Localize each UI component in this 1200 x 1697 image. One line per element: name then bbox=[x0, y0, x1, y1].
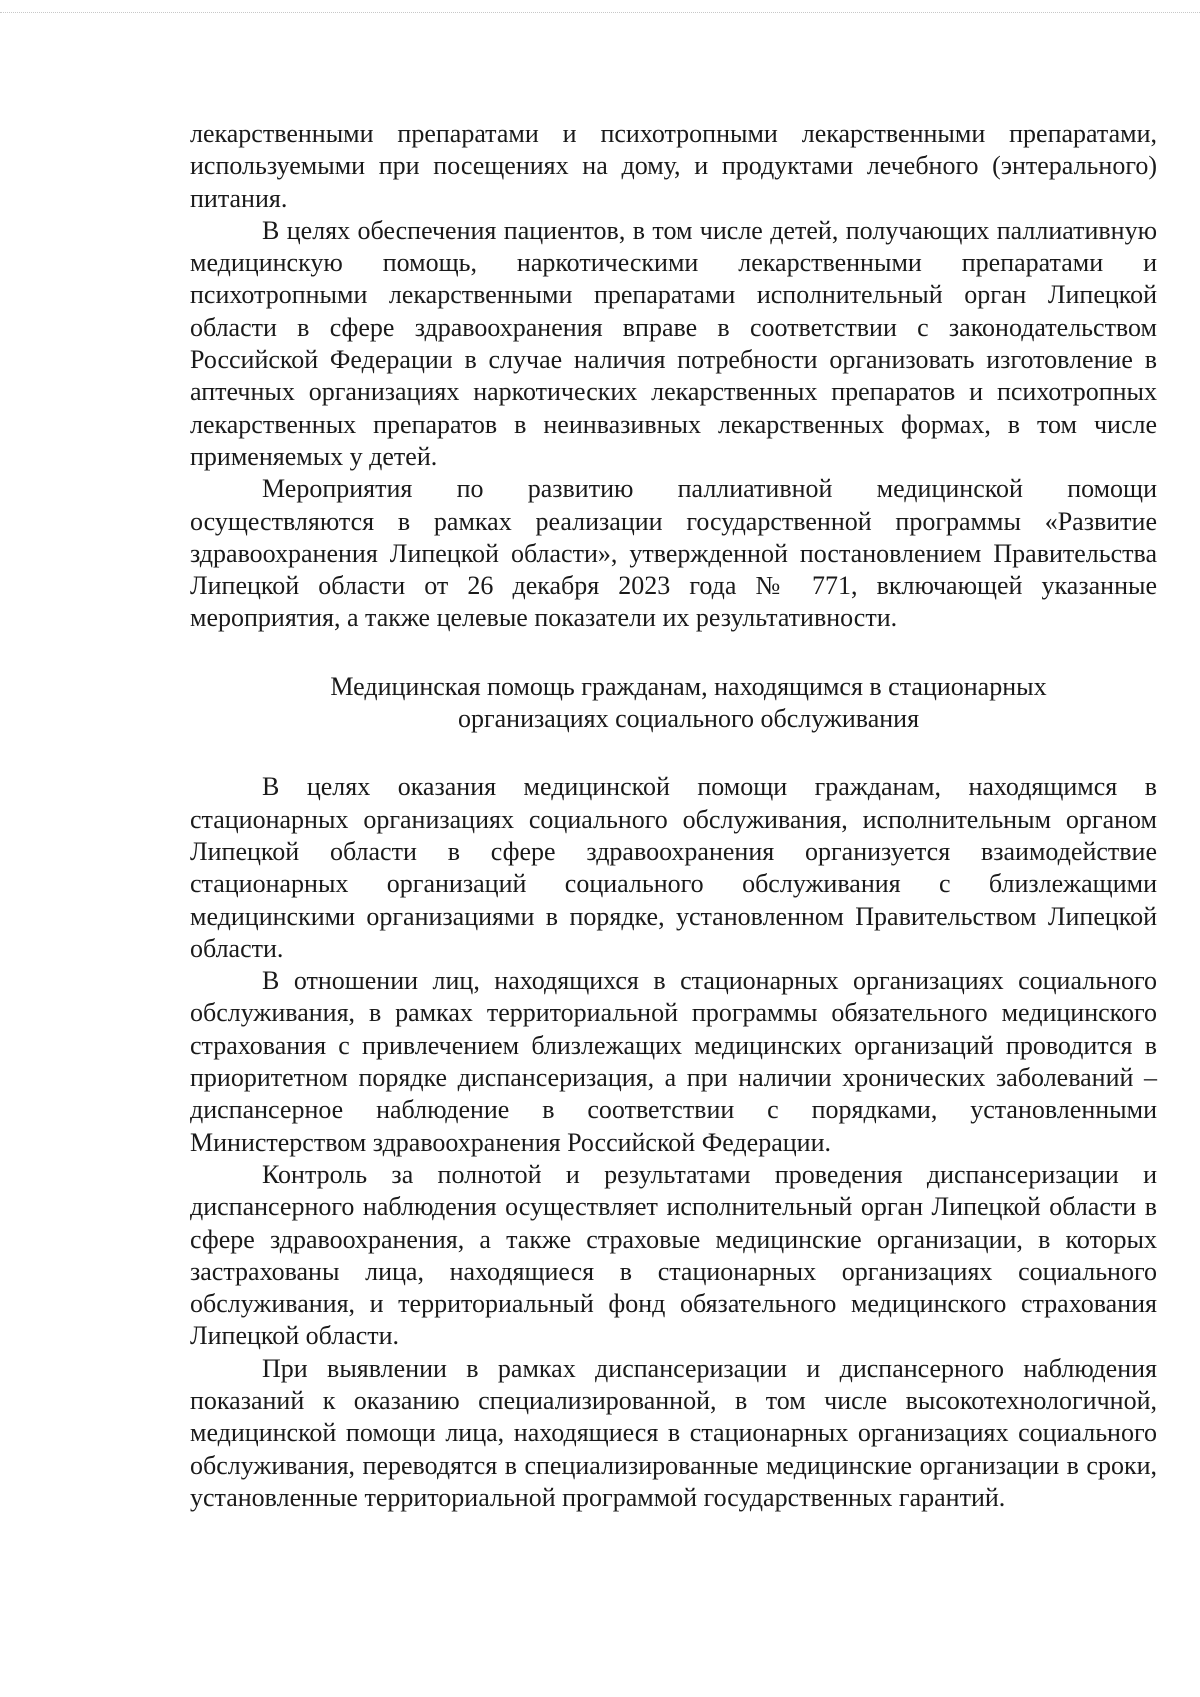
paragraph-specialized-care: При выявлении в рамках диспансеризации и диспансерного наблюдения показаний к оказанию специализированной, в том числе высокотехнологичной, медицинской помощи лица, находящиеся в стационарных организациях социального обслуживания, переводятся в специализированные медицинские организации в сроки, установленные территориальной программой государственных гарантий. bbox=[190, 1353, 1157, 1512]
section-heading-line-2: организациях социального обслуживания bbox=[457, 704, 920, 734]
paragraph-continuation: лекарственными препаратами и психотропными лекарственными препаратами, используемыми при посещениях на дому, и продуктами лечебного (энтерального) питания. bbox=[190, 119, 1157, 213]
page-top-border bbox=[0, 12, 1200, 13]
paragraph-social-care-interaction: В целях оказания медицинской помощи гражданам, находящимся в стационарных организациях социального обслуживания, исполнительным органом Липецкой области в сфере здравоохранения организуется взаимодействие стационарных организаций социального обслуживания с близлежащими медицинскими организациями в порядке, установленном Правительством Липецкой области. bbox=[190, 772, 1157, 963]
paragraph-control: Контроль за полнотой и результатами проведения диспансеризации и диспансерного наблюдения осуществляет исполнительный орган Липецкой области в сфере здравоохранения, а также страховые медицинские организации, в которых застрахованы лица, находящиеся в стационарных организациях социального обслуживания, и территориальный фонд обязательного медицинского страхования Липецкой области. bbox=[190, 1159, 1157, 1351]
paragraph-dispensarization: В отношении лиц, находящихся в стационарных организациях социального обслуживания, в рамках территориальной программы обязательного медицинского страхования с привлечением близлежащих медицинских организаций проводится в приоритетном порядке диспансеризация, а при наличии хронических заболеваний – диспансерное наблюдение в соответствии с порядками, установленными Министерством здравоохранения Российской Федерации. bbox=[190, 966, 1157, 1157]
section-heading bbox=[190, 671, 1157, 736]
paragraph-palliative-program: Мероприятия по развитию паллиативной медицинской помощи осуществляются в рамках реализации государственной программы «Развитие здравоохранения Липецкой области», утвержденной постановлением Правительства Липецкой области от 26 декабря 2023 года № 771, включающей указанные мероприятия, а также целевые показатели их результативности. bbox=[190, 474, 1157, 633]
paragraph-drug-manufacturing: В целях обеспечения пациентов, в том числе детей, получающих паллиативную медицинскую помощь, наркотическими лекарственными препаратами и психотропными лекарственными препаратами исполнительный орган Липецкой области в сфере здравоохранения вправе в соответствии с законодательством Российской Федерации в случае наличия потребности организовать изготовление в аптечных организациях наркотических лекарственных препаратов и психотропных лекарственных препаратов в неинвазивных лекарственных формах, в том числе применяемых у детей. bbox=[190, 215, 1157, 471]
section-heading-line-1: Медицинская помощь гражданам, находящимся в стационарных bbox=[330, 671, 1047, 701]
document-body bbox=[190, 118, 1157, 1514]
